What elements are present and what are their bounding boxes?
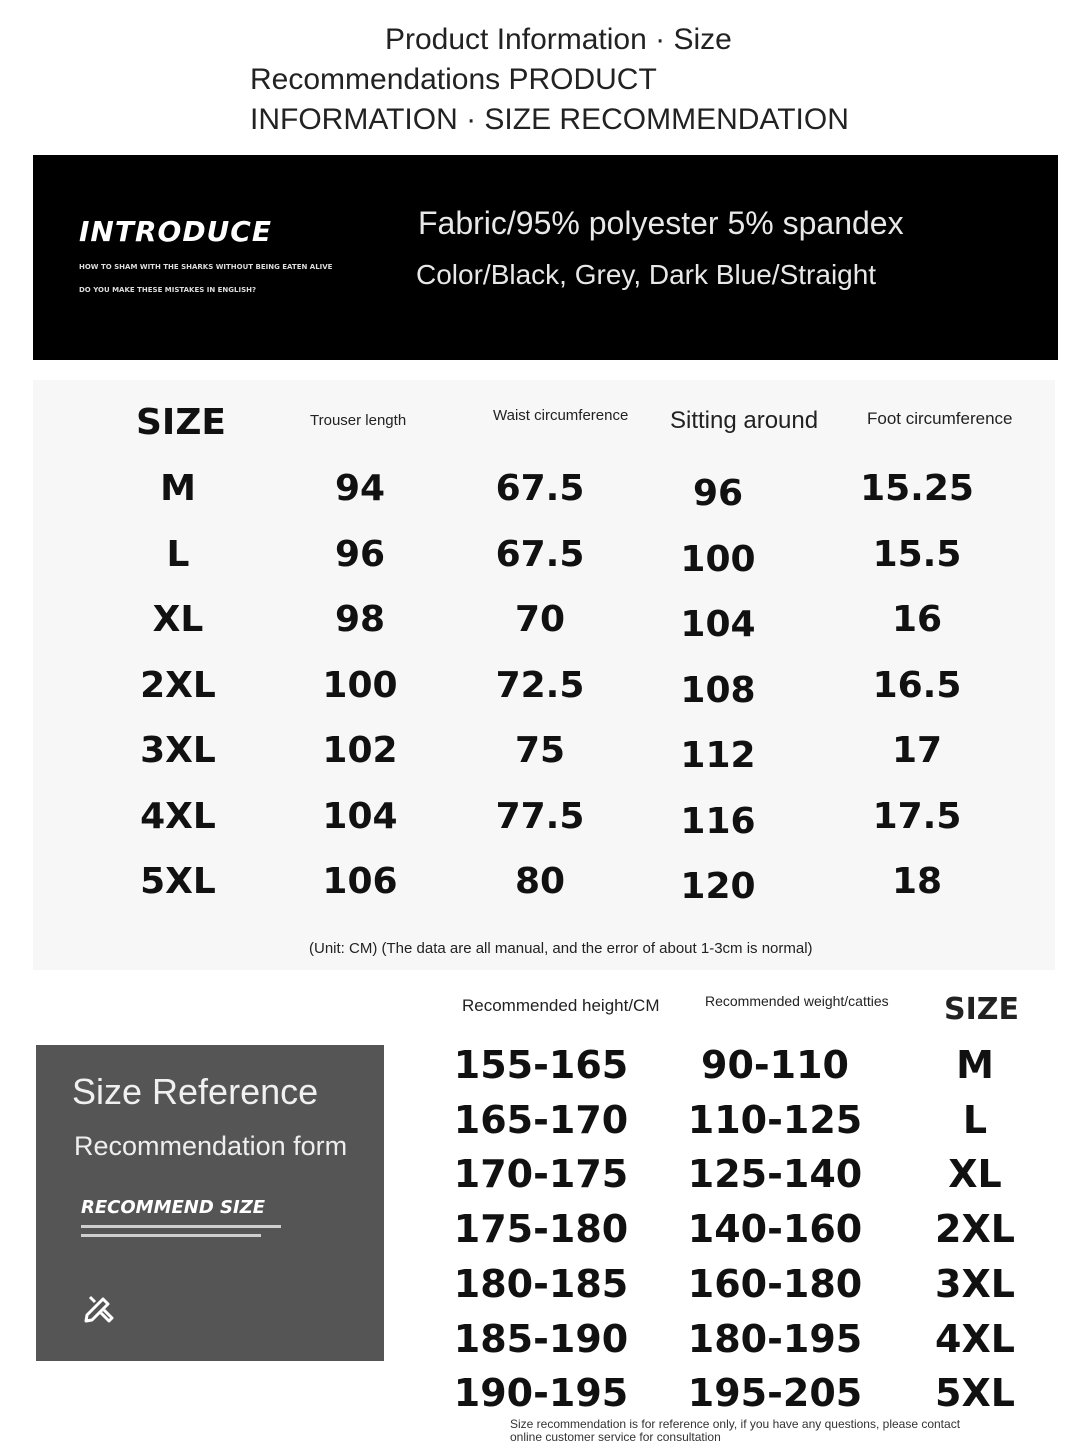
size-table-cell: 96 — [692, 473, 744, 514]
recommend-table-cell: M — [956, 1043, 994, 1087]
size-table-cell: 75 — [514, 730, 566, 771]
sitting-around-header: Sitting around — [670, 407, 819, 434]
recommend-table-cell: 170-175 — [453, 1152, 629, 1197]
size-table-cell: M — [160, 468, 196, 509]
size-table-cell: 72.5 — [495, 664, 585, 706]
recommend-table-cell: 2XL — [935, 1207, 1015, 1252]
height-header: Recommended height/CM — [462, 996, 660, 1015]
size-table-cell: 96 — [334, 533, 386, 575]
size-table-cell: 77.5 — [495, 795, 585, 837]
size-table-cell: 104 — [322, 795, 398, 837]
heading-line-3: INFORMATION · SIZE RECOMMENDATION — [250, 103, 849, 136]
introduce-tiny-line-2: DO YOU MAKE THESE MISTAKES IN ENGLISH? — [79, 286, 257, 294]
recommend-table-cell: 90-110 — [701, 1043, 849, 1087]
recommend-table-cell: 165-170 — [453, 1097, 629, 1142]
recommend-table-cell: 3XL — [935, 1261, 1015, 1306]
size-chart-panel — [33, 380, 1055, 970]
footer-note — [510, 1418, 1030, 1444]
recommend-table-cell: 160-180 — [687, 1261, 863, 1306]
waist-header: Waist circumference — [493, 407, 629, 424]
size-table-cell: 102 — [322, 730, 398, 771]
foot-header: Foot circumference — [867, 409, 1013, 428]
decor-line — [81, 1225, 281, 1228]
footer-line-2: online customer service for consultation — [510, 1430, 721, 1444]
size-reference-box — [36, 1045, 384, 1361]
size-table-cell: 106 — [322, 861, 398, 902]
trouser-length-header: Trouser length — [310, 412, 407, 429]
size-table-cell: 112 — [680, 735, 756, 776]
size-table-cell: 3XL — [140, 730, 216, 771]
size-table-cell: L — [166, 533, 190, 575]
recommend-table-cell: 155-165 — [453, 1043, 629, 1087]
unit-note: (Unit: CM) (The data are all manual, and the error of about 1-3cm is normal) — [309, 940, 813, 957]
recommend-table-cell: 4XL — [935, 1316, 1015, 1361]
page-heading — [250, 20, 870, 140]
recommend-table-cell: 175-180 — [453, 1207, 629, 1252]
weight-header: Recommended weight/catties — [705, 993, 889, 1009]
fabric-text: Fabric/95% polyester 5% spandex — [418, 205, 904, 241]
size-table-cell: 16.5 — [872, 664, 962, 706]
size-table-cell: 2XL — [140, 664, 216, 706]
recommend-table-cell: 125-140 — [687, 1152, 863, 1197]
heading-line-2: Recommendations PRODUCT — [250, 63, 657, 96]
size-table-cell: 16 — [891, 599, 943, 640]
pencil-ruler-icon — [81, 1291, 115, 1329]
color-text: Color/Black, Grey, Dark Blue/Straight — [416, 259, 877, 290]
introduce-title: INTRODUCE — [79, 215, 272, 248]
rec-size-header: SIZE — [944, 992, 1020, 1027]
recommend-table-cell: 140-160 — [687, 1207, 863, 1252]
size-reference-title: Size Reference — [72, 1071, 319, 1112]
size-table-cell: 67.5 — [495, 533, 585, 575]
size-table-cell: 80 — [514, 861, 566, 902]
introduce-tiny-line-1: HOW TO SHAM WITH THE SHARKS WITHOUT BEING EATEN ALIVE — [79, 263, 333, 271]
size-reference-subtitle: Recommendation form — [74, 1131, 348, 1161]
recommend-table-cell: XL — [948, 1152, 1002, 1197]
heading-line-1: Product Information · Size — [385, 23, 732, 56]
size-table-cell: 18 — [891, 861, 943, 902]
size-table-cell: 120 — [680, 866, 756, 907]
decor-line — [81, 1234, 261, 1237]
size-table-cell: 67.5 — [495, 468, 585, 509]
recommend-size-label: RECOMMEND SIZE — [81, 1197, 266, 1218]
size-table-cell: XL — [152, 599, 204, 640]
size-table-cell: 104 — [680, 604, 756, 645]
size-table-cell: 108 — [680, 669, 756, 711]
size-table-cell: 94 — [334, 468, 386, 509]
recommend-table-cell: 195-205 — [687, 1371, 863, 1416]
size-table-cell: 5XL — [140, 861, 216, 902]
recommend-table-cell: 185-190 — [453, 1316, 629, 1361]
size-table-cell: 15.25 — [860, 468, 974, 509]
footer-line-1: Size recommendation is for reference only, if you have any questions, please contact — [510, 1417, 961, 1431]
size-table-cell: 98 — [334, 599, 386, 640]
size-table-cell: 4XL — [140, 795, 216, 837]
size-header: SIZE — [136, 402, 227, 443]
recommend-table-cell: 5XL — [935, 1371, 1015, 1416]
recommend-table-cell: 110-125 — [687, 1097, 863, 1142]
recommend-table-cell: L — [962, 1097, 988, 1142]
recommend-table-cell: 190-195 — [453, 1371, 629, 1416]
size-table-cell: 17.5 — [872, 795, 962, 837]
introduce-banner — [33, 155, 1058, 360]
size-table-cell: 17 — [891, 730, 943, 771]
size-table-cell: 100 — [680, 538, 756, 580]
recommend-table-cell: 180-185 — [453, 1261, 629, 1306]
size-table-cell: 100 — [322, 664, 398, 706]
recommend-table-cell: 180-195 — [687, 1316, 863, 1361]
size-table-cell: 116 — [680, 800, 756, 842]
size-table-cell: 15.5 — [872, 533, 962, 575]
size-table-cell: 70 — [514, 599, 566, 640]
